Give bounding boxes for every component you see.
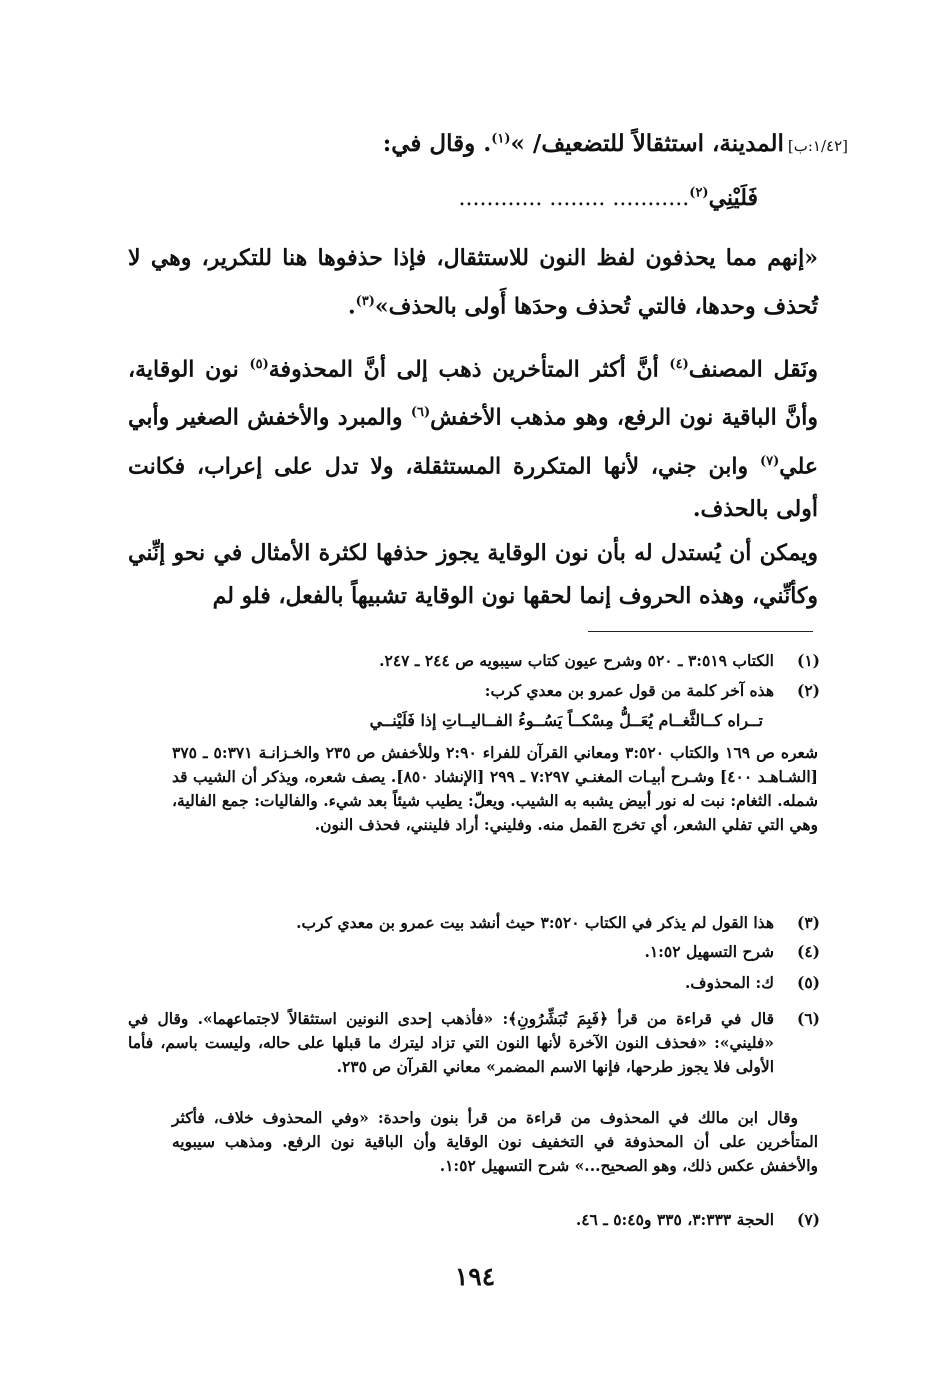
note-ref: (٦): [410, 405, 431, 421]
paragraph-text-d: والمبرد والأخفش الصغير وأبي علي: [128, 404, 818, 479]
footnote-text: هذا القول لم يذكر في الكتاب ٣:٥٢٠ حيث أنشد بيت عمرو بن معدي كرب.: [296, 913, 774, 932]
footnote-number: (١): [796, 651, 820, 670]
footnote-6: [128, 1007, 818, 1079]
footnote-number: (٥): [796, 973, 820, 992]
footnote-verse: تــراه كــالثَّغــام يُعَــلُّ مِسْكــاً يَسُــوءُ الفــاليــاتِ إذا فَلَيْنــي: [369, 711, 763, 730]
footnote-text: شرح التسهيل ١:٥٢.: [644, 942, 774, 961]
continuation-line: [48, 130, 848, 157]
footnote-continuation: شعره ص ١٦٩ والكتاب ٣:٥٢٠ ومعاني القرآن للفراء ٢:٩٠ وللأخفش ص ٢٣٥ والخـزانـة ٥:٣٧١ ـ ٣٧٥ [الشـاهـد ٤٠٠] وشـرح أبيـات المغنـي ٧:٢٩٧ ـ ٢٩٩ [الإنشاد ٨٥٠]. يصف شعره، ويذكر أن الشيب قد شمله. الثغام: نبت له نور أبيض يشبه به الشيب. ويعلّ: يطيب شيئاً بعد شيء. والفاليات: جمع الفالية، وهي التي تفلي الشعر، أي تخرج القمل منه. وفليني: أراد فلينني، فحذف النون.: [172, 743, 819, 834]
paragraph-text-a: ونَقل المصنف: [688, 356, 818, 383]
verse-excerpt: [178, 185, 758, 211]
footnote-number: (٤): [796, 942, 820, 961]
footnote-text: قال في قراءة من قرأ ﴿فَبِمَ تُبَشِّرُونِ﴾: «فأذهب إحدى النونين استثقالاً لاجتماعهما». وقال في «فليني»: «فحذف النون الآخرة لأنها النون التي تزاد ليترك ما قبلها على حاله، وليست باسم، فأما الأولى فلا يجوز طرحها، فإنها الاسم المضمر» معاني القرآن ص ٢٣٥.: [128, 1009, 774, 1076]
paragraph-text-b: أنَّ أكثر المتأخرين ذهب إلى أنَّ المحذوفة: [268, 356, 670, 383]
footnote-separator: [588, 631, 813, 632]
paragraph-author-transmission: [128, 343, 818, 531]
footnote-number: (٢): [796, 681, 820, 700]
footnote-text: هذه آخر كلمة من قول عمرو بن معدي كرب:: [484, 681, 774, 700]
footnote-2: [128, 679, 818, 703]
footnote-continuation: وقال ابن مالك في المحذوف من قراءة من قرأ بنون واحدة: «وفي المحذوف خلاف، فأكثر المتأخرين على أن المحذوفة في التخفيف نون الوقاية وأن الباقية نون الرفع. ومذهب سيبويه والأخفش عكس ذلك، وهو الصحيح...» شرح التسهيل ١:٥٢.: [172, 1108, 818, 1175]
footnote-text: الحجة ٣:٣٣٣، ٣٣٥ و٥:٤٥ ـ ٤٦.: [575, 1210, 774, 1229]
paragraph-argument: [128, 532, 818, 618]
footnote-7: [128, 1208, 818, 1232]
paragraph-text: ويمكن أن يُستدل له بأن نون الوقاية يجوز حذفها لكثرة الأمثال في نحو إنِّني وكأنِّني، وهذه الحروف إنما لحقها نون الوقاية تشبيهاً بالفعل، فلو لم: [128, 540, 818, 609]
page-number: ١٩٤: [454, 1262, 496, 1291]
verse-word: فَلَيْنِي: [708, 185, 758, 211]
note-ref: (٧): [759, 453, 780, 469]
note-ref: (٤): [669, 357, 689, 372]
paragraph-text-e: وابن جني، لأنها المتكررة المستثقلة، ولا تدل على إعراب، فكانت أولى بالحذف.: [128, 452, 818, 522]
footnote-text: ك: المحذوف.: [685, 973, 774, 992]
note-ref: (٥): [249, 357, 269, 372]
paragraph-quote: [128, 237, 818, 328]
paragraph-text-c: نون الوقاية، وأنَّ الباقية نون الرفع، وهو مذهب الأخفش: [128, 356, 818, 431]
paragraph-tail: .: [347, 293, 356, 320]
footnote-number: (٦): [796, 1009, 820, 1028]
footnote-number: (٣): [796, 913, 820, 932]
footnote-4: [128, 940, 818, 964]
footnote-1: [128, 649, 818, 673]
note-ref: (٢): [689, 185, 709, 201]
manuscript-folio-marker: [١/٤٢:ب]: [787, 137, 848, 155]
paragraph-text: «إنهم مما يحذفون لفظ النون للاستثقال، فإذا حذفوها هنا للتكرير، وهي لا تُحذف وحدها، فالتي تُحذف وحدَها أَولى بالحذف»: [128, 245, 818, 320]
footnote-5: [128, 971, 818, 995]
ellipsis-dots: ........... ........ ............: [458, 186, 690, 211]
note-ref: (١): [491, 131, 511, 147]
continuation-text: المدينة، استثقالاً للتضعيف/ »: [510, 130, 784, 157]
footnote-text: الكتاب ٣:٥١٩ ـ ٥٢٠ وشرح عيون كتاب سيبويه ص ٢٤٤ ـ ٢٤٧.: [379, 651, 774, 670]
footnote-number: (٧): [796, 1210, 820, 1229]
continuation-tail: . وقال في:: [382, 130, 492, 157]
footnote-3: [128, 911, 818, 935]
note-ref: (٣): [355, 294, 375, 309]
